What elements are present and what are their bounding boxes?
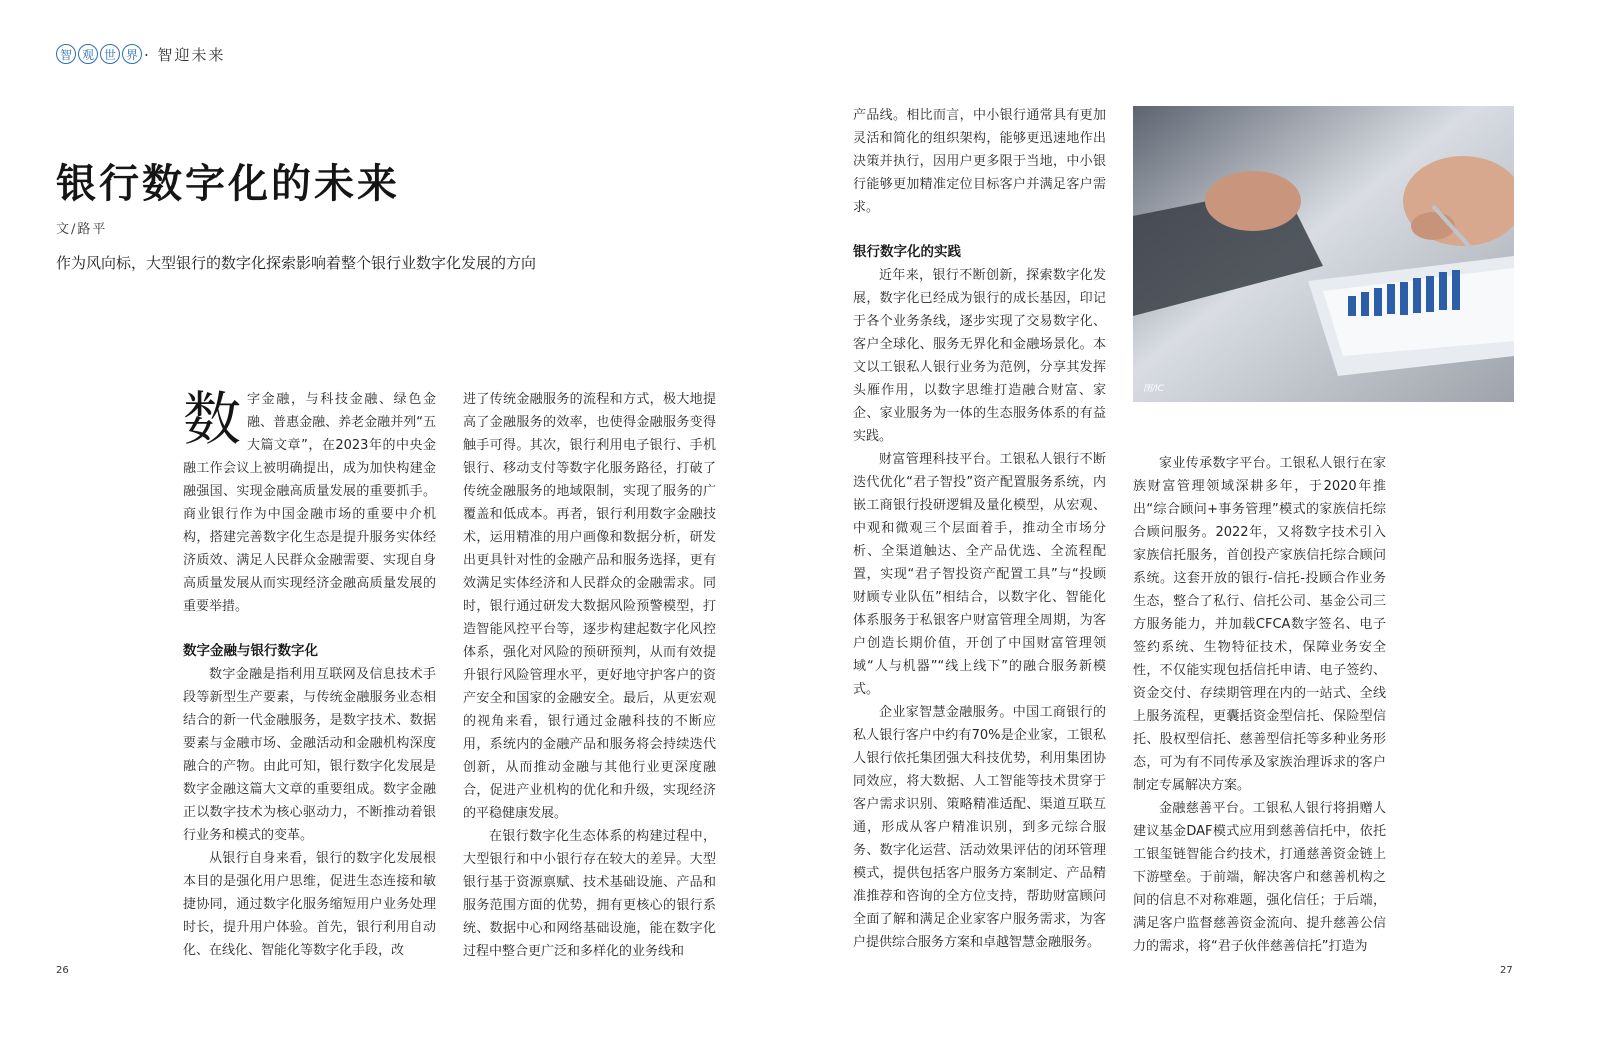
brand-char-3: 世 bbox=[100, 44, 120, 64]
article-photo bbox=[1133, 106, 1514, 402]
brand-char-2: 观 bbox=[78, 44, 98, 64]
paragraph: 家业传承数字平台。工银私人银行在家族财富管理领域深耕多年，于2020年推出“综合顾问+事务管理”模式的家族信托综合顾问服务。2022年，又将数字技术引入家族信托服务，首创投产家族信托综合顾问系统。这套开放的银行-信托-投顾合作业务生态，整合了私行、信托公司、基金公司三方服务能力，并加载CFCA数字签名、电子签约系统、生物特征技术，保障业务安全性，不仅能实现包括信托申请、电子签约、资金交付、存续期管理在内的一站式、全线上服务流程，更囊括资金型信托、保险型信托、股权型信托、慈善型信托等多种业务形态，可为有不同传承及家族治理诉求的客户制定专属解决方案。 bbox=[1133, 456, 1386, 793]
brand-char-4: 界 bbox=[122, 44, 142, 64]
text-column-2 bbox=[463, 388, 716, 963]
paragraph: 在银行数字化生态体系的构建过程中，大型银行和中小银行存在较大的差异。大型银行基于资源禀赋、技术基础设施、产品和服务范围方面的优势，拥有更核心的银行系统、数据中心和网络基础设施，能在数字化过程中整合更广泛和多样化的业务线和 bbox=[463, 829, 716, 959]
page-number-left: 26 bbox=[56, 965, 69, 976]
paragraph: 从银行自身来看，银行的数字化发展根本目的是强化用户思维，促进生态连接和敏捷协同，通过数字化服务缩短用户业务处理时长，提升用户体验。首先，银行利用自动化、在线化、智能化等数字化手段，改 bbox=[183, 851, 436, 958]
paragraph: 近年来，银行不断创新，探索数字化发展，数字化已经成为银行的成长基因，印记于各个业务条线，逐步实现了交易数字化、客户全球化、服务无界化和金融场景化。本文以工银私人银行业务为范例，分享其发挥头雁作用，以数字思维打造融合财富、家企、家业服务为一体的生态服务体系的有益实践。 bbox=[853, 268, 1106, 444]
intro-text: 字金融，与科技金融、绿色金融、普惠金融、养老金融并列“五大篇文章”，在2023年的中央金融工作会议上被明确提出，成为加快构建金融强国、实现金融高质量发展的重要抓手。商业银行作为中国金融市场的重要中介机构，搭建完善数字化生态是提升服务实体经济质效、满足人民群众金融需要、实现自身高质量发展从而实现经济金融高质量发展的重要举措。 bbox=[183, 392, 436, 614]
drop-cap: 数 bbox=[183, 385, 242, 453]
paragraph: 金融慈善平台。工银私人银行将捐赠人建议基金DAF模式应用到慈善信托中，依托工银玺链智能合约技术，打通慈善资金链上下游壁垒。于前端，解决客户和慈善机构之间的信息不对称难题，强化信任；于后端，满足客户监督慈善资金流向、提升慈善公信力的需求，将“君子伙伴慈善信托”打造为 bbox=[1133, 801, 1386, 954]
text-column-4 bbox=[1133, 452, 1386, 958]
paragraph: 产品线。相比而言，中小银行通常具有更加灵活和简化的组织架构，能够更迅速地作出决策并执行，因用户更多限于当地，中小银行能够更加精准定位目标客户并满足客户需求。 bbox=[853, 108, 1106, 215]
text-column-1 bbox=[183, 385, 436, 962]
page-number-right: 27 bbox=[1500, 965, 1513, 976]
paragraph: 数字金融是指利用互联网及信息技术手段等新型生产要素，与传统金融服务业态相结合的新一代金融服务，是数字技术、数据要素与金融市场、金融活动和金融机构深度融合的产物。由此可知，银行数字化发展是数字金融这篇大文章的重要组成。数字金融正以数字技术为核心驱动力，不断推动着银行业务和模式的变革。 bbox=[183, 667, 436, 843]
article-title: 银行数字化的未来 bbox=[56, 160, 400, 207]
section-heading-digital-finance: 数字金融与银行数字化 bbox=[183, 643, 318, 659]
magazine-brand bbox=[56, 43, 226, 65]
article-lead: 作为风向标，大型银行的数字化探索影响着整个银行业数字化发展的方向 bbox=[56, 254, 537, 272]
section-heading-practice: 银行数字化的实践 bbox=[853, 244, 961, 260]
photo-illustration bbox=[1133, 106, 1514, 402]
text-column-3 bbox=[853, 104, 1106, 954]
article-byline: 文/路平 bbox=[56, 222, 108, 237]
paragraph: 进了传统金融服务的流程和方式，极大地提高了金融服务的效率，也使得金融服务变得触手可得。其次，银行利用电子银行、手机银行、移动支付等数字化服务路径，打破了传统金融服务的地域限制，实现了服务的广覆盖和低成本。再者，银行利用数字金融技术，运用精准的用户画像和数据分析，研发出更具针对性的金融产品和服务选择，更有效满足实体经济和人民群众的金融需求。同时，银行通过研发大数据风险预警模型，打造智能风控平台等，逐步构建起数字化风控体系，强化对风险的预研预判，从而有效提升银行风险管理水平，更好地守护客户的资产安全和国家的金融安全。最后，从更宏观的视角来看，银行通过金融科技的不断应用，系统内的金融产品和服务将会持续迭代创新，从而推动金融与其他行业更深度融合，促进产业机构的优化和升级，实现经济的平稳健康发展。 bbox=[463, 392, 716, 821]
paragraph: 企业家智慧金融服务。中国工商银行的私人银行客户中约有70%是企业家，工银私人银行依托集团强大科技优势，利用集团协同效应，将大数据、人工智能等技术贯穿于客户需求识别、策略精准适配、渠道互联互通，形成从客户精准识别，到多元综合服务、数字化运营、活动效果评估的闭环管理模式，提供包括客户服务方案制定、产品精准推荐和咨询的全方位支持，帮助财富顾问全面了解和满足企业家客户服务需求，为客户提供综合服务方案和卓越智慧金融服务。 bbox=[853, 705, 1106, 950]
brand-char-1: 智 bbox=[56, 44, 76, 64]
photo-caption: 图/IC bbox=[1143, 384, 1164, 394]
section-name: · 智迎未来 bbox=[144, 45, 226, 64]
paragraph: 财富管理科技平台。工银私人银行不断迭代优化“君子智投”资产配置服务系统，内嵌工商银行投研逻辑及量化模型，从宏观、中观和微观三个层面着手，推动全市场分析、全渠道触达、全产品优选、全流程配置，实现“君子智投资产配置工具”与“投顾财顾专业队伍”相结合，以数字化、智能化体系服务于私银客户财富管理全周期，为客户创造长期价值，开创了中国财富管理领域“人与机器”“线上线下”的融合服务新模式。 bbox=[853, 452, 1106, 697]
intro-paragraph bbox=[183, 385, 436, 618]
